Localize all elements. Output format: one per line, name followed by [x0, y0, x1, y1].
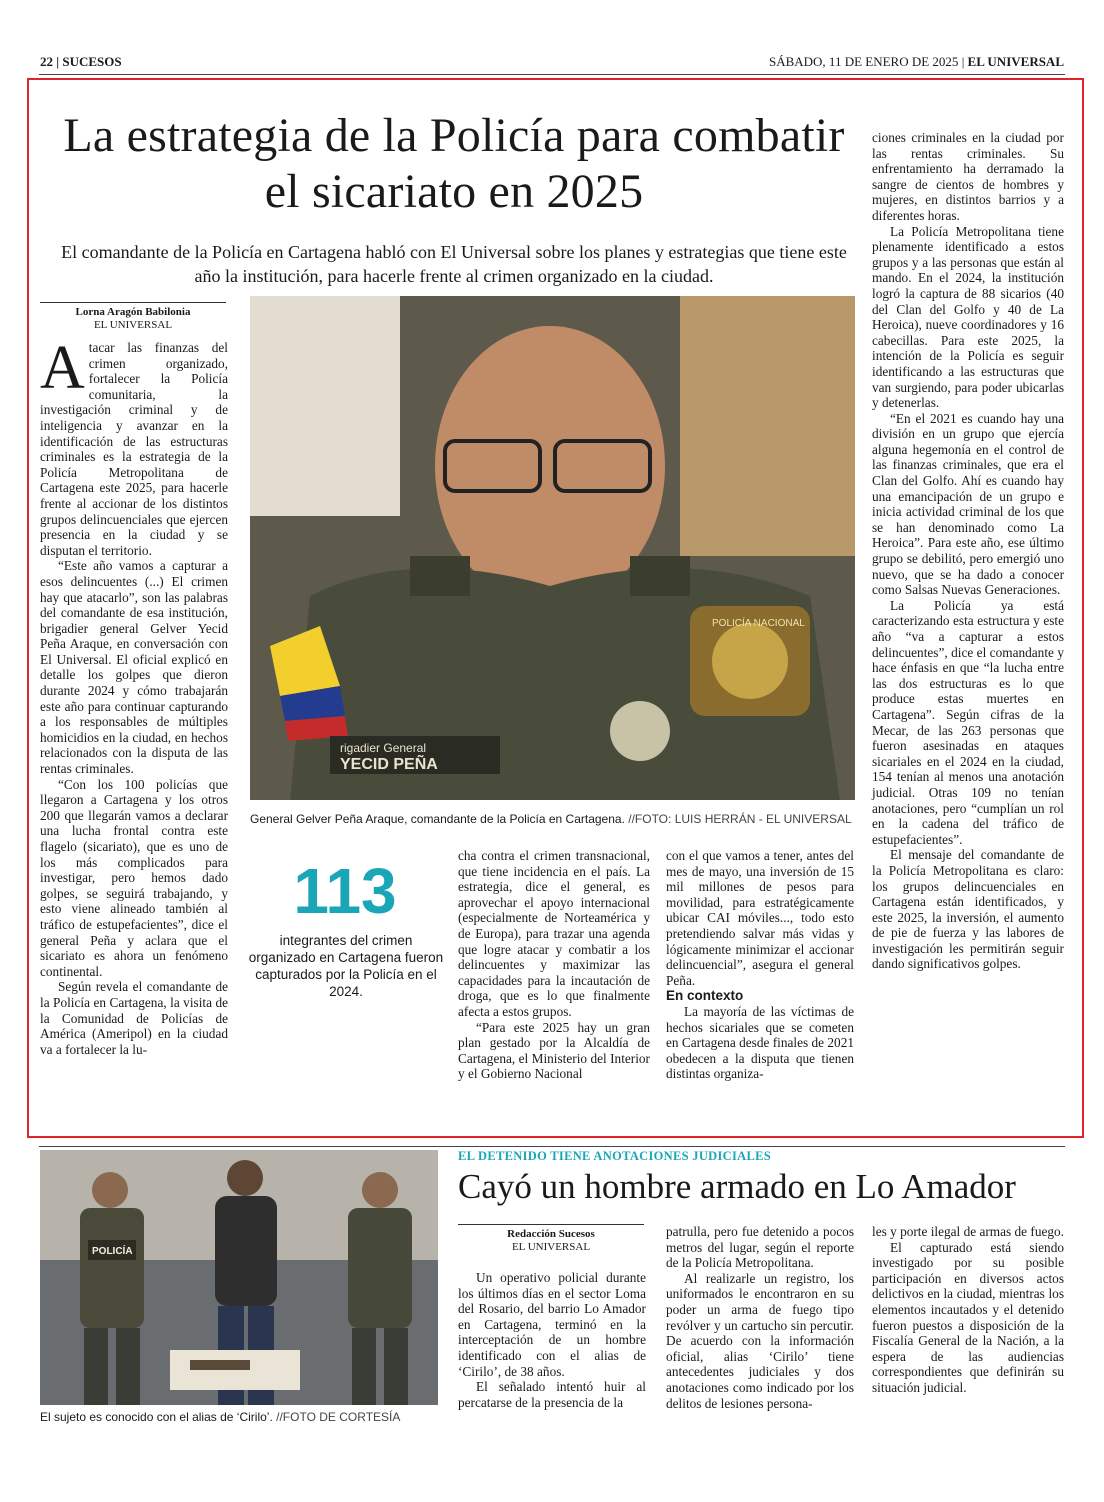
- header-rule: [39, 74, 1065, 75]
- second-headline: Cayó un hombre armado en Lo Amador: [458, 1167, 1016, 1206]
- page-folio: 22 | SUCESOS: [40, 54, 122, 69]
- caption-text: El sujeto es conocido con el alias de ‘Cirilo’.: [40, 1410, 273, 1424]
- highlight-text: integrantes del crimen organizado en Cartagena fueron capturados por la Policía en el 2024.: [248, 933, 444, 999]
- photo-name-text: YECID PEÑA: [340, 756, 438, 773]
- byline-author: Redacción Sucesos: [507, 1228, 595, 1240]
- paragraph: Según revela el comandante de la Policía en Cartagena, la visita de la Comunidad de Policías de América (Ameripol) en la ciudad va a fortalecer la lu-: [40, 979, 228, 1057]
- paragraph: patrulla, pero fue detenido a pocos metros del lugar, según el reporte de la Policía Metropolitana.: [666, 1224, 854, 1271]
- paragraph: “Con los 100 policías que llegaron a Cartagena y los otros 200 que llegarán vamos a declarar una lucha frontal contra este flagelo (sicariato), que es uno de los más complicados para investigar, pero hemos dado golpes, se seguirá trabajando, y esto viene alineado también al tráfico de estupefacientes”, dice el general Peña y aclara que el sicariato es ahora un fenómeno continental.: [40, 776, 228, 979]
- caption-text: General Gelver Peña Araque, comandante de la Policía en Cartagena.: [250, 812, 625, 826]
- paragraph: Al realizarle un registro, los uniformados le encontraron en su poder un arma de fuego tipo revólver y un cartucho sin percutir. De acuerdo con la información oficial, alias ‘Cirilo’ tiene antecedentes judiciales y dos anotaciones como indicado por los delitos de lesiones persona-: [666, 1270, 854, 1411]
- dropcap: A: [40, 334, 85, 402]
- paragraph: tacar las finanzas del crimen organizado, fortalecer la Policía comunitaria, la investigación criminal y de inteligencia y avanzar en la identificación de las estructuras criminales es la estrategia de la Policía Metropolitana de Cartagena este 2025, para hacerle frente al accionar de los distintos grupos delincuenciales que ejercen presencia en la ciudad y se disputan el territorio.: [40, 340, 228, 558]
- photo-badge-text: POLICÍA NACIONAL: [712, 618, 805, 629]
- paragraph: con el que vamos a tener, antes del mes de mayo, una inversión de 15 mil millones de pesos para movilidad, para estratégicamente ubicar CAI móviles..., todo esto pretendiendo salvar más vidas y lógicamente minimizar el accionar delincuencial”, asegura el general Peña.: [666, 848, 854, 988]
- byline-outlet: EL UNIVERSAL: [93, 319, 173, 331]
- highlight-number: 113: [293, 855, 397, 927]
- photo-credit: //FOTO: LUIS HERRÁN - EL UNIVERSAL: [624, 812, 852, 826]
- vest-text: POLICÍA: [92, 1246, 133, 1257]
- paragraph: El señalado intentó huir al percatarse de la presencia de la: [458, 1379, 646, 1410]
- photo-rank-text: rigadier General: [340, 741, 427, 755]
- main-deck: El comandante de la Policía en Cartagena habló con El Universal sobre los planes y estrategias que tiene este año la institución, para hacerle frente al crimen organizado en la ciudad.: [61, 242, 847, 286]
- main-column-1: [40, 334, 228, 1057]
- paragraph: El capturado está siendo investigado por su posible participación en diversos actos delictivos en la ciudad, mientras los elementos incautados y el detenido fueron puestos a disposición de la Fiscalía General de la Nación, a la espera de las audiencias correspondientes que definirán su situación judicial.: [872, 1239, 1064, 1395]
- paragraph: El mensaje del comandante de la Policía Metropolitana es claro: los grupos delincuenciales en Cartagena están identificados, y este 2025, la inversión, el aumento de pie de fuerza y las labores de investigación les permitirán seguir dando significativos golpes.: [872, 847, 1064, 972]
- byline-author: Lorna Aragón Babilonia: [75, 306, 191, 318]
- paragraph: “En el 2021 es cuando hay una división en un grupo que ejercía alguna hegemonía en el control de las finanzas criminales, que era el Clan del Golfo. Ahí es cuando hay una emancipación de un grupo e inicia actividad criminal de los que se han denominado como La Heroica”. Para este año, ese último grupo se debilitó, pero emergió uno nuevo, que se ha dado a conocer como Salsas Nuevas Generaciones.: [872, 410, 1064, 598]
- issue-date: SÁBADO, 11 DE ENERO DE 2025: [768, 54, 959, 69]
- second-column-1: [458, 1270, 646, 1410]
- second-column-2: [666, 1224, 854, 1411]
- kicker: EL DETENIDO TIENE ANOTACIONES JUDICIALES: [458, 1149, 772, 1163]
- paragraph: cha contra el crimen transnacional, que tiene incidencia en el país. La estrategia, dice el general, es aprovechar el apoyo internacional (especialmente de Norteamérica y de Europa), para trazar una agenda que logre atacar y combatir a los delincuentes y maximizar las capacidades para la incautación de droga, que es lo que finalmente afecta a estos grupos.: [458, 848, 650, 1019]
- main-column-5: [872, 130, 1064, 972]
- paragraph: ciones criminales en la ciudad por las rentas criminales. Su enfrentamiento ha derramado la sangre de cientos de hombres y mujeres, en distintos barrios y a diferentes horas.: [872, 130, 1064, 223]
- newspaper-name: EL UNIVERSAL: [967, 54, 1064, 69]
- page-number: 22: [40, 54, 53, 69]
- arrest-photo: [40, 1150, 438, 1405]
- paragraph: La mayoría de las víctimas de hechos sicariales que se cometen en Cartagena desde finales de 2021 obedecen a la disputa que tienen distintas organiza-: [666, 1003, 854, 1082]
- second-column-3: [872, 1224, 1064, 1396]
- photo-credit: //FOTO DE CORTESÍA: [272, 1410, 401, 1424]
- commander-photo: [250, 296, 855, 800]
- paragraph: les y porte ilegal de armas de fuego.: [872, 1224, 1064, 1239]
- paragraph: La Policía ya está caracterizando esta estructura y este año “va a capturar a estos delincuentes”, dice el comandante y hace énfasis en que “la lucha entre las dos estructuras es lo que produce estas muertes en Cartagena”. Según cifras de la Mecar, de las 263 personas que fueron asesinadas en ataques sicariales en el 2024 en la ciudad, 154 tenían al menos una anotación judicial. Otras 109 no tenían anotaciones, pero “cumplían un rol en la cadena del tráfico de estupefacientes”.: [872, 597, 1064, 847]
- paragraph: “Este año vamos a capturar a esos delincuentes (...) El crimen hay que atacarlo”, son las palabras del comandante de esa institución, brigadier general Gelver Yecid Peña Araque, en conversación con El Universal. El oficial explicó en detalle los golpes que dieron durante 2024 y cómo trabajarán este año para continuar capturando a los responsables de múltiples homicidios en la ciudad, en hechos relacionados con la disputa de las rentas criminales.: [40, 558, 228, 777]
- byline-outlet: EL UNIVERSAL: [511, 1241, 591, 1253]
- subhead-en-contexto: En contexto: [666, 988, 744, 1004]
- date-line: SÁBADO, 11 DE ENERO DE 2025 | EL UNIVERSAL: [768, 54, 1064, 69]
- section-name: SUCESOS: [62, 54, 122, 69]
- section-rule: [39, 1146, 1065, 1147]
- main-column-3: [458, 848, 650, 1082]
- main-headline: La estrategia de la Policía para combatir el sicariato en 2025: [63, 109, 845, 218]
- main-column-4: [666, 848, 854, 1082]
- arrest-photo-caption: [40, 1410, 400, 1424]
- paragraph: “Para este 2025 hay un gran plan gestado por la Alcaldía de Cartagena, el Ministerio del Interior y el Gobierno Nacional: [458, 1019, 650, 1082]
- second-byline: [458, 1224, 644, 1254]
- photo-caption: [250, 812, 852, 826]
- main-byline: [40, 302, 226, 332]
- paragraph: La Policía Metropolitana tiene plenamente identificado a estos grupos y a las personas que están al mando. En el 2024, la institución logró la captura de 88 sicarios (40 del Clan del Golfo y 40 de La Heroica), nueve coordinadores y 16 cabecillas. Para este 2025, la intención de la Policía es seguir identificando a las estructuras que van surgiendo, para poder ubicarlas y detenerlas.: [872, 223, 1064, 411]
- paragraph: Un operativo policial durante los últimos días en el sector Loma del Rosario, del barrio Lo Amador en Cartagena, terminó en la interceptación de un hombre identificado con el alias de ‘Cirilo’, de 38 años.: [458, 1270, 646, 1379]
